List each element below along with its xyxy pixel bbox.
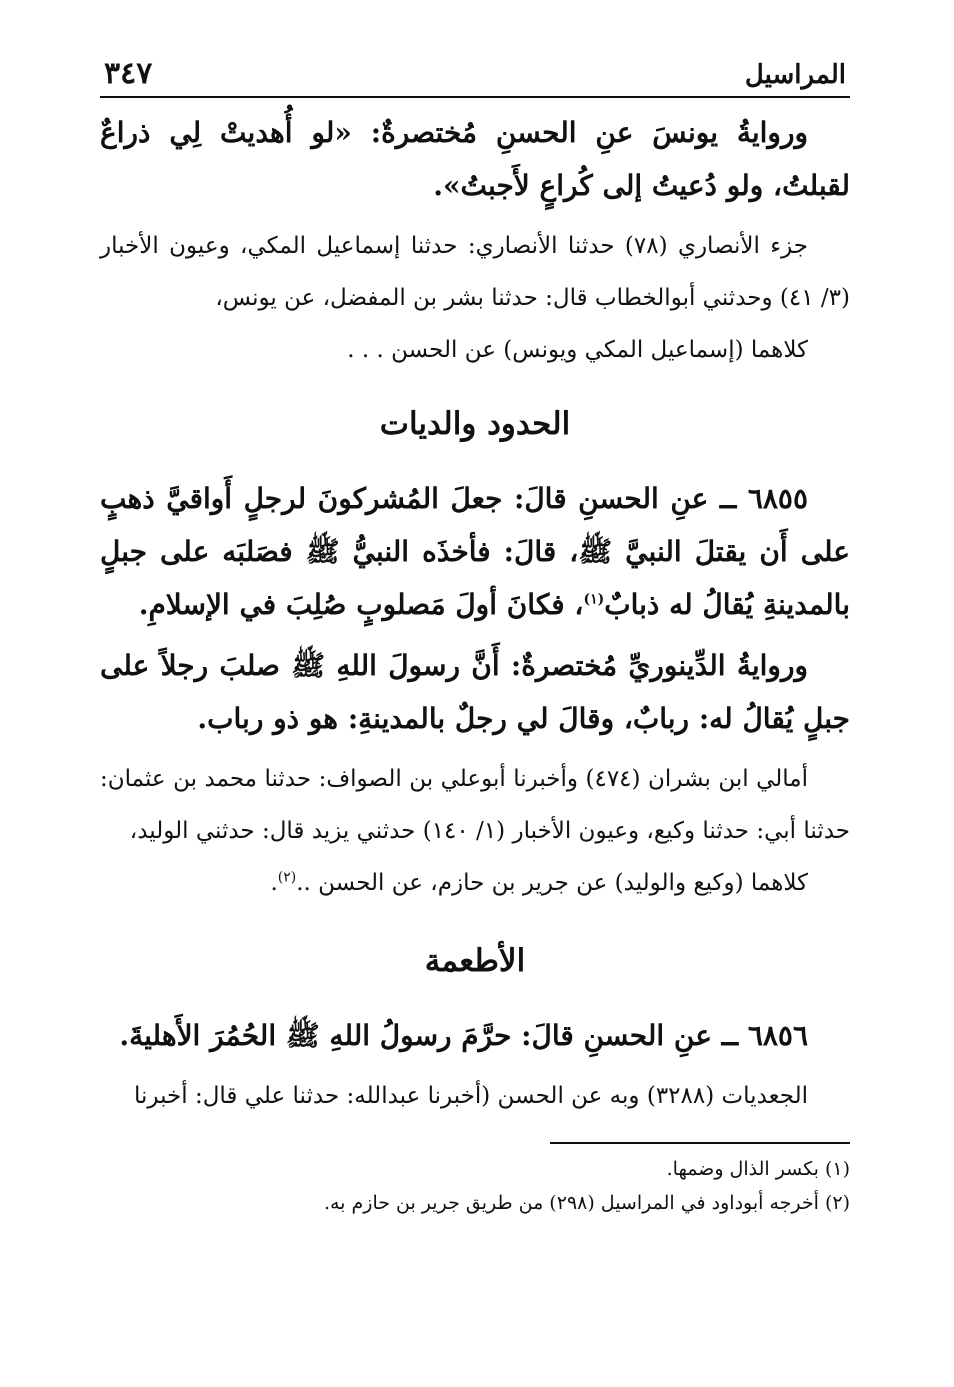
intro-source-tail: كلاهما (إسماعيل المكي ويونس) عن الحسن . . .: [347, 337, 808, 363]
source-tail-text: كلاهما (وكيع والوليد) عن جرير بن حازم، عن الحسن ..: [296, 870, 808, 896]
intro-narration: وروايةُ يونسَ عنِ الحسنِ مُختصرةٌ: «لو أُهديتْ لِي ذراعٌ لقبلتُ، ولو دُعيتُ إلى كُراعٍ لأَجبتُ».: [100, 116, 850, 202]
footnote-marker: (٢): [277, 869, 297, 886]
book-page: [100, 52, 850, 1352]
footnote-1: (١) بكسر الذال وضمها.: [666, 1158, 850, 1180]
intro-source: جزء الأنصاري (٧٨) حدثنا الأنصاري: حدثنا إسماعيل المكي، وعيون الأخبار (٣/ ٤١) وحدثني أبوالخطاب قال: حدثنا بشر بن المفضل، عن يونس،: [100, 233, 850, 311]
header-title: المراسيل: [744, 60, 846, 90]
hadith-text: ــ عنِ الحسنِ قالَ: جعلَ المُشركونَ لرجلٍ أَواقيَّ ذهبٍ على أَن يقتلَ النبيَّ ﷺ، قالَ: فأخذَه النبيُّ ﷺ فصَلبَه على جبلٍ بالمدينةِ يُقالُ له ذبابٌ: [100, 482, 850, 621]
hadith-6855-source-tail: كلاهما (وكيع والوليد) عن جرير بن حازم، عن الحسن ..$^{(٢)}$.: [270, 869, 808, 896]
footnote-separator: [550, 1142, 850, 1144]
page-number: ٣٤٧: [104, 56, 153, 91]
dinawari-narration: وروايةُ الدِّينوريِّ مُختصرةٌ: أَنَّ رسولَ اللهِ ﷺ صلبَ رجلاً على جبلٍ يُقالُ له: ربابٌ، وقالَ لي رجلٌ بالمدينةِ: هو ذو رباب.: [100, 649, 850, 735]
footnote-marker: (١): [583, 591, 605, 608]
hadith-6856-source: الجعديات (٣٢٨٨) وبه عن الحسن (أخبرنا عبدالله: حدثنا علي قال: أخبرنا: [133, 1083, 808, 1109]
running-header: [100, 52, 850, 98]
section-heading-atima: الأطعمة: [424, 943, 526, 979]
hadith-number: ٦٨٥٥: [747, 482, 808, 515]
hadith-6856: [100, 1009, 850, 1062]
hadith-6855: [100, 472, 850, 631]
hadith-text-end: ، فكانَ أولَ مَصلوبٍ صُلِبَ في الإسلامِ.: [138, 588, 584, 621]
section-heading-hudud: الحدود والديات: [379, 406, 571, 442]
hadith-number: ٦٨٥٦: [747, 1019, 808, 1052]
hadith-6855-source: أمالي ابن بشران (٤٧٤) وأخبرنا أبوعلي بن الصواف: حدثنا محمد بن عثمان: حدثنا أبي: حدثنا وكيع، وعيون الأخبار (١/ ١٤٠) حدثني يزيد قال: حدثني الوليد،: [100, 766, 850, 844]
hadith-text: ــ عنِ الحسنِ قالَ: حرَّمَ رسولُ اللهِ ﷺ الحُمُرَ الأَهليةَ.: [119, 1019, 748, 1052]
footnote-2: (٢) أخرجه أبوداود في المراسيل (٢٩٨) من طريق جرير بن حازم به.: [323, 1192, 850, 1214]
